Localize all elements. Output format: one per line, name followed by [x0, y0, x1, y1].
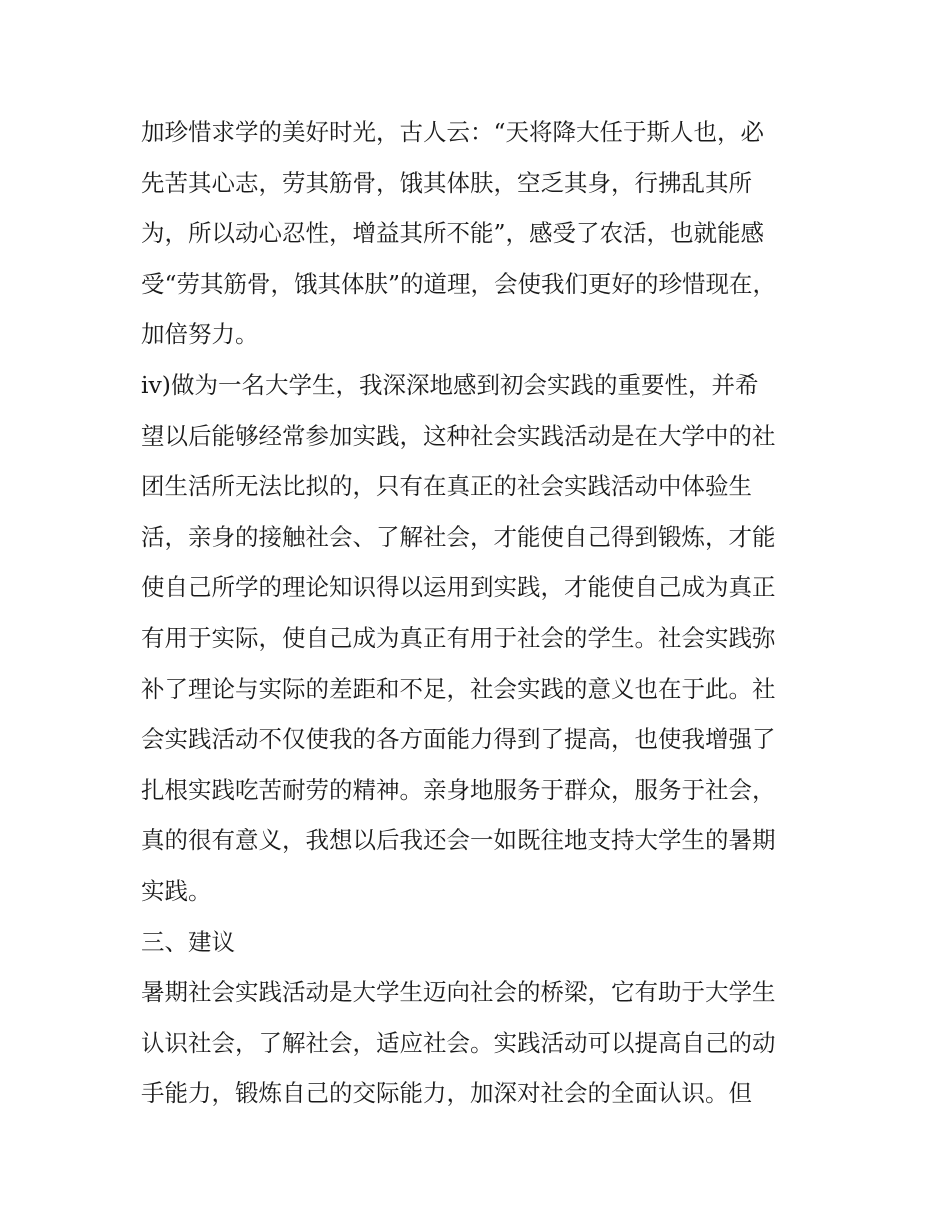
text-line: 活，亲身的接触社会、了解社会，才能使自己得到锻炼，才能	[141, 522, 776, 551]
text-line: 会实践活动不仅使我的各方面能力得到了提高，也使我增强了	[141, 725, 776, 754]
text-line: 为，所以动心忍性，增益其所不能”，感受了农活，也就能感	[141, 219, 765, 248]
text-line: 望以后能够经常参加实践，这种社会实践活动是在大学中的社	[141, 421, 776, 450]
text-line: 有用于实际，使自己成为真正有用于社会的学生。社会实践弥	[141, 623, 776, 652]
text-line: 加倍努力。	[141, 320, 259, 349]
text-line: 认识社会，了解社会，适应社会。实践活动可以提高自己的动	[141, 1028, 776, 1057]
text-line: 扎根实践吃苦耐劳的精神。亲身地服务于群众，服务于社会，	[141, 775, 776, 804]
text-line: 加珍惜求学的美好时光，古人云：“天将降大任于斯人也，必	[141, 118, 765, 146]
text-line: 先苦其心志，劳其筋骨，饿其体肤，空乏其身，行拂乱其所	[141, 168, 752, 197]
text-line: iv)做为一名大学生，我深深地感到初会实践的重要性，并希	[141, 370, 759, 399]
text-line: 真的很有意义，我想以后我还会一如既往地支持大学生的暑期	[141, 826, 776, 855]
text-line: 实践。	[141, 876, 212, 905]
document-body	[141, 107, 821, 1119]
text-line: 手能力，锻炼自己的交际能力，加深对社会的全面认识。但	[141, 1079, 752, 1108]
text-line: 受“劳其筋骨，饿其体肤”的道理，会使我们更好的珍惜现在，	[141, 269, 777, 298]
text-line: 团生活所无法比拟的，只有在真正的社会实践活动中体验生	[141, 472, 752, 501]
text-line: 补了理论与实际的差距和不足，社会实践的意义也在于此。社	[141, 674, 776, 703]
text-line: 使自己所学的理论知识得以运用到实践，才能使自己成为真正	[141, 573, 776, 602]
text-line: 暑期社会实践活动是大学生迈向社会的桥梁，它有助于大学生	[141, 978, 776, 1007]
section-heading: 三、建议	[141, 927, 235, 956]
